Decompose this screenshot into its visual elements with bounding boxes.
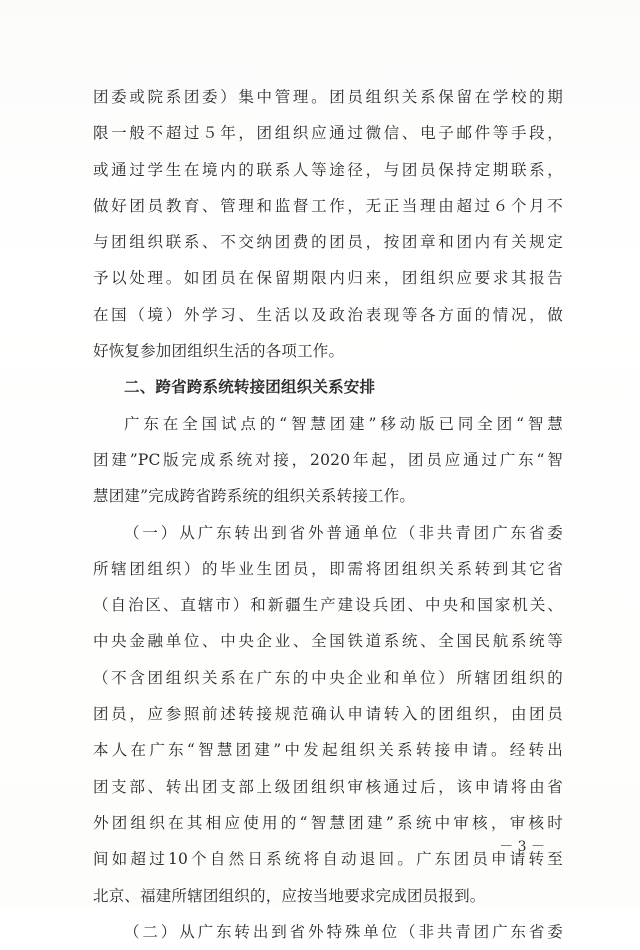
paragraph-line: 团员，应参照前述转接规范确认申请转入的团组织，由团员 [93,705,563,724]
paragraph-line: 所辖团组织）的毕业生团员，即需将团组织关系转到其它省 [93,559,563,578]
paragraph-line: 予以处理。如团员在保留期限内归来，团组织应要求其报告 [93,269,563,288]
paragraph-line: 北京、福建所辖团组织的，应按当地要求完成团员报到。 [93,886,486,905]
paragraph-line: 间如超过10个自然日系统将自动退回。广东团员申请转至 [93,850,563,869]
paragraph-line: 团建”PC版完成系统对接，2020年起，团员应通过广东“智 [93,450,563,469]
paragraph-line: （不含团组织关系在广东的中央企业和单位）所辖团组织的 [93,668,563,687]
document-body [93,79,563,950]
paragraph-line: 本人在广东“智慧团建”中发起组织关系转接申请。经转出 [93,741,563,760]
paragraph-line: 团委或院系团委）集中管理。团员组织关系保留在学校的期 [93,88,563,106]
paragraph-line: 广东在全国试点的“智慧团建”移动版已同全团“智慧 [124,414,563,433]
paragraph-line: 外团组织在其相应使用的“智慧团建”系统中审核，审核时 [93,813,563,832]
page-number: － 3 － [499,839,545,855]
paragraph-line: 在国（境）外学习、生活以及政治表现等各方面的情况，做 [93,305,563,324]
paragraph-line: 慧团建”完成跨省跨系统的组织关系转接工作。 [93,487,416,506]
paragraph-line: 与团组织联系、不交纳团费的团员，按团章和团内有关规定 [93,233,563,252]
paragraph-line: 中央金融单位、中央企业、全国铁道系统、全国民航系统等 [93,632,563,651]
paragraph-line: 做好团员教育、管理和监督工作，无正当理由超过６个月不 [93,196,563,215]
paragraph-line: （自治区、直辖市）和新疆生产建设兵团、中央和国家机关、 [93,596,563,615]
section-heading: 二、跨省跨系统转接团组织关系安排 [124,378,376,397]
paragraph-line: 团支部、转出团支部上级团组织审核通过后，该申请将由省 [93,777,563,796]
paragraph-line: 好恢复参加团组织生活的各项工作。 [93,342,345,361]
paragraph-line: 或通过学生在境内的联系人等途径，与团员保持定期联系， [93,160,563,179]
item-one-lead: （一）从广东转出到省外普通单位（非共青团广东省委 [124,523,563,542]
paragraph-line: 限一般不超过５年，团组织应通过微信、电子邮件等手段， [93,124,563,143]
item-two-lead: （二）从广东转出到省外特殊单位（非共青团广东省委 [124,922,563,941]
